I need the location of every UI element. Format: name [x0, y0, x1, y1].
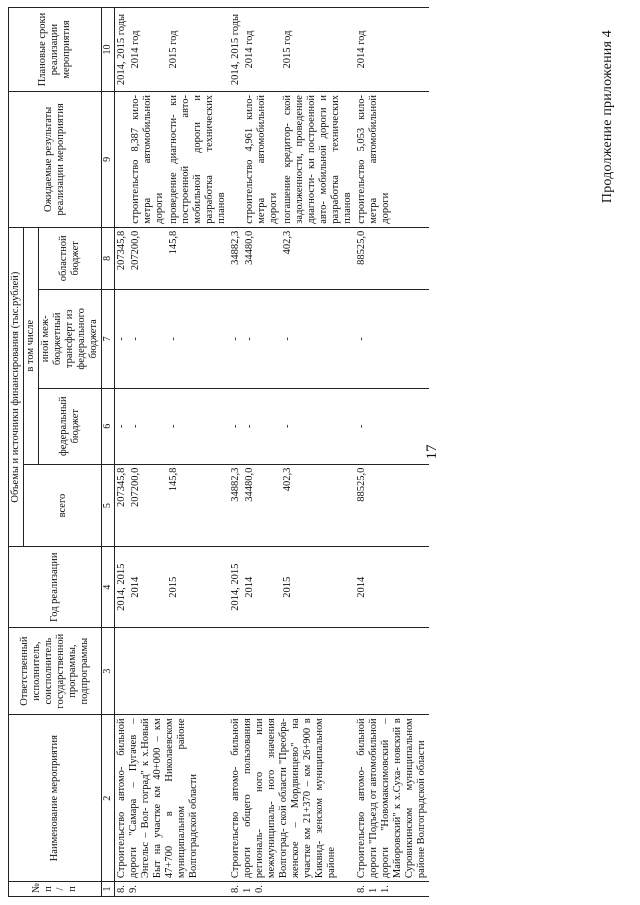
term-cell: 2014 год [243, 8, 281, 92]
row-number: 8.9. [115, 882, 230, 897]
total-cell: 88525,0 [355, 464, 429, 547]
table-row [229, 8, 243, 897]
transfer-cell: - [115, 289, 130, 388]
col-number: 7 [102, 289, 115, 388]
result-cell [229, 92, 243, 228]
col-number: 4 [102, 547, 115, 627]
federal-cell: - [129, 388, 167, 464]
total-cell: 34480,0 [243, 464, 281, 547]
result-cell: погашение кредитор- ской задолженности, проведение диагности- ки построенной авто- мобильной дороги и разработка технических планов [281, 92, 355, 228]
federal-cell: - [281, 388, 355, 464]
measure-name: Строительство автомо- бильной дороги "Самара – Пугачев – Энгельс – Вол- гоград" к х.Новый Быт на участке км 40+000 – км 47+700 в Николаевском муниципальном районе Волгоградской области [115, 715, 230, 882]
federal-cell: - [229, 388, 243, 464]
regional-cell: 207200,0 [129, 227, 167, 289]
transfer-cell: - [355, 289, 429, 388]
header-federal: федеральный бюджет [39, 388, 102, 464]
measure-name: Строительство автомо- бильной дороги "Подъезд от автомобильной дороги "Новомаксимовский – Майоровский" к х.Суха- новский в Суровикинском муниципальном районе Волгоградской области [355, 715, 429, 882]
year-cell: 2014 [243, 547, 281, 627]
transfer-cell: - [243, 289, 281, 388]
col-number: 6 [102, 388, 115, 464]
executor-cell [229, 627, 355, 714]
year-cell: 2014 [355, 547, 429, 627]
col-number: 5 [102, 464, 115, 547]
result-cell [115, 92, 130, 228]
executor-cell [115, 627, 230, 714]
regional-cell: 402,3 [281, 227, 355, 289]
header-results: Ожидаемые результаты реализации мероприятия [9, 92, 102, 228]
transfer-cell: - [281, 289, 355, 388]
regional-cell: 34882,3 [229, 227, 243, 289]
term-cell: 2015 год [167, 8, 229, 92]
year-cell: 2015 [167, 547, 229, 627]
header-year: Год реализации [9, 547, 102, 627]
term-cell: 2014 год [355, 8, 429, 92]
col-number: 1 [102, 882, 115, 897]
page-number: 17 [424, 444, 440, 460]
transfer-cell: - [167, 289, 229, 388]
result-cell: проведение диагности- ки построенной авто- мобильной дороги и разработка технических планов [167, 92, 229, 228]
result-cell: строительство 8,387 кило- метра автомобильной дороги [129, 92, 167, 228]
row-number: 8.10. [229, 882, 355, 897]
term-cell: 2014 год [129, 8, 167, 92]
federal-cell: - [167, 388, 229, 464]
header-transfer: иной меж- бюджетный трансферт из федерального бюджета [39, 289, 102, 388]
col-number: 8 [102, 227, 115, 289]
year-cell: 2015 [281, 547, 355, 627]
federal-cell: - [243, 388, 281, 464]
term-cell: 2014, 2015 годы [115, 8, 130, 92]
total-cell: 207345,8 [115, 464, 130, 547]
table-row [115, 8, 130, 897]
header-total: всего [24, 464, 102, 547]
regional-cell: 145,8 [167, 227, 229, 289]
federal-cell: - [355, 388, 429, 464]
result-cell: строительство 4,961 кило- метра автомобильной дороги [243, 92, 281, 228]
executor-cell [355, 627, 429, 714]
header-incl: в том числе [24, 227, 39, 464]
federal-cell: - [115, 388, 130, 464]
regional-cell: 207345,8 [115, 227, 130, 289]
column-number-row [102, 8, 115, 897]
header-volumes: Объемы и источники финансирования (тыс.рублей) [9, 227, 24, 547]
table-row [355, 8, 429, 897]
regional-cell: 88525,0 [355, 227, 429, 289]
year-cell: 2014 [129, 547, 167, 627]
col-number: 10 [102, 8, 115, 92]
term-cell: 2014, 2015 годы [229, 8, 243, 92]
transfer-cell: - [229, 289, 243, 388]
financing-table [8, 7, 429, 897]
transfer-cell: - [129, 289, 167, 388]
regional-cell: 34480,0 [243, 227, 281, 289]
total-cell: 402,3 [281, 464, 355, 547]
measure-name: Строительство автомо- бильной дороги общего пользования региональ- ного или межмуниципаль- ного значения Волгоград- ской области "Преобра- женское – Мордвинцево" на участке км 21+370 – км 26+900 в Киквид- зенском муниципальном районе [229, 715, 355, 882]
row-number: 8.11. [355, 882, 429, 897]
header-no: № п/п [9, 882, 102, 897]
year-cell: 2014, 2015 [229, 547, 243, 627]
continuation-label: Продолжение приложения 4 [600, 30, 615, 204]
total-cell: 207200,0 [129, 464, 167, 547]
header-name: Наименование мероприятия [9, 715, 102, 882]
total-cell: 34882,3 [229, 464, 243, 547]
total-cell: 145,8 [167, 464, 229, 547]
col-number: 2 [102, 715, 115, 882]
col-number: 9 [102, 92, 115, 228]
header-executor: Ответственный исполнитель, соисполнитель государственной программы, подпрограммы [9, 627, 102, 714]
result-cell: строительство 5,053 кило- метра автомобильной дороги [355, 92, 429, 228]
header-regional: областной бюджет [39, 227, 102, 289]
header-terms: Плановые сроки реализации мероприятия [9, 8, 102, 92]
term-cell: 2015 год [281, 8, 355, 92]
col-number: 3 [102, 627, 115, 714]
year-cell: 2014, 2015 [115, 547, 130, 627]
